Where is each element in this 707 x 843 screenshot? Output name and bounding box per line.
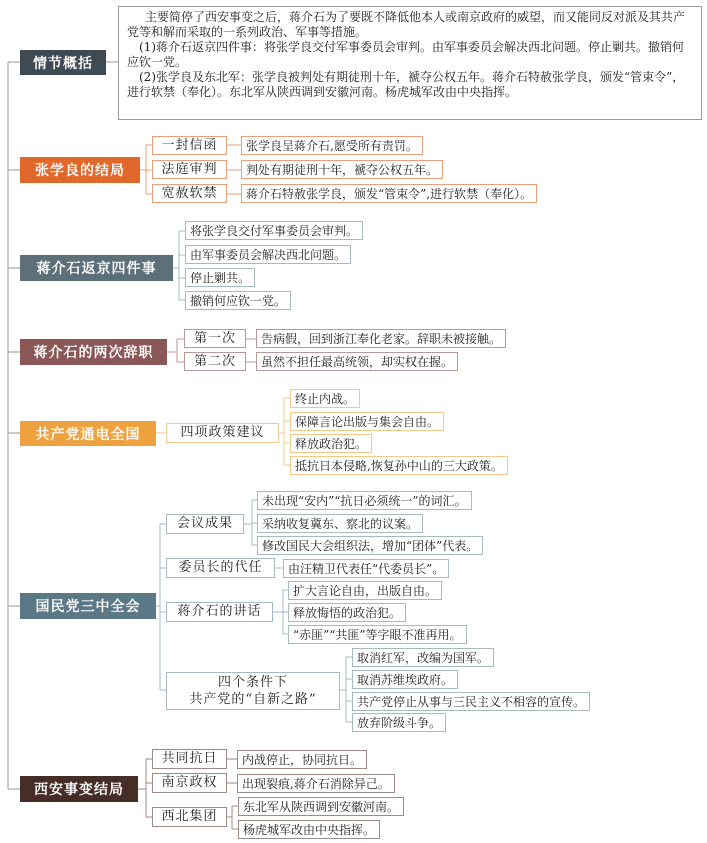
root-trunk [8,62,20,789]
kmt-results-item: 未出现“安内”“抗日必须统一”的词汇。 [257,491,472,510]
four-things-item: 停止剿共。 [185,268,255,287]
outcome-item: 东北军从陕西调到安徽河南。 [238,797,404,816]
ccp-policy-item: 释放政治犯。 [290,434,372,453]
zhang-label-letter[interactable]: 一封信函 [152,136,227,155]
zhang-text-letter: 张学良呈蒋介石,愿受所有责罚。 [241,136,423,155]
kmt-speech-item: 释放悔悟的政治犯。 [288,603,406,622]
kmt-acting-item: 由汪精卫代表任“代委员长”。 [283,559,449,578]
zhang-label-trial[interactable]: 法庭审判 [152,160,227,179]
kmt-conditions-label[interactable] [166,672,340,710]
section-kmt-node[interactable]: 国民党三中全会 [20,593,156,619]
summary-text-box [118,6,702,120]
kmt-conditions-item: 取消苏维埃政府。 [352,670,458,689]
outcome-item: 内战停止，协同抗日。 [237,750,367,769]
section-ccp-node[interactable]: 共产党通电全国 [20,421,156,446]
resign-text-first: 告病假，回到浙江奉化老家。辞职未被接触。 [256,329,506,348]
section-zhang-node[interactable]: 张学良的结局 [20,157,140,183]
summary-paragraph: (2)张学良及东北军：张学良被判处有期徒刑十年，褫夺公权五年。蒋介石特赦张学良，颁发“管束令”，进行软禁（奉化）。东北军从陕西调到安徽河南。杨虎城军改由中央指挥。 [127,70,685,99]
section-outcome-node[interactable]: 西安事变结局 [20,776,138,802]
summary-paragraph: (1)蒋介石返京四件事：将张学良交付军事委员会审判。由军事委员会解决西北问题。停止剿共。撤销何应钦一党。 [127,40,685,69]
resign-label-first[interactable]: 第一次 [184,329,246,348]
section-resign-node[interactable]: 蒋介石的两次辞职 [20,339,167,365]
section-summary-node[interactable]: 情节概括 [20,50,106,75]
kmt-results-item: 采纳收复冀东、察北的议案。 [257,514,423,533]
link-sec3 [173,231,185,300]
ccp-policy-item: 抵抗日本侵略,恢复孙中山的三大政策。 [290,456,508,475]
kmt-speech-label[interactable]: 蒋介石的讲话 [166,602,273,622]
outcome-label-nanjing[interactable]: 南京政权 [152,773,227,793]
kmt-results-item: 修改国民大会组织法，增加“团体”代表。 [257,536,483,555]
four-things-item: 撤销何应钦一党。 [185,291,291,310]
section-four-things-node[interactable]: 蒋介石返京四件事 [20,255,173,281]
summary-paragraph: 主要简停了西安事变之后，蒋介石为了要既不降低他本人或南京政府的威望，而又能同反对派及其共产党等和解而采取的一系列政治、军事等措施。 [127,10,686,39]
kmt-conditions-item: 共产党停止从事与三民主义不相容的宣传。 [352,692,590,711]
ccp-policy-label[interactable]: 四项政策建议 [166,423,279,443]
resign-text-second: 虽然不担任最高统领，却实权在握。 [256,352,458,371]
four-things-item: 由军事委员会解决西北问题。 [185,245,351,264]
kmt-conditions-label-line2: 共产党的“自新之路” [189,692,317,707]
kmt-conditions-item: 取消红军，改编为国军。 [352,648,494,667]
zhang-text-trial: 判处有期徒刑十年，褫夺公权五年。 [241,160,443,179]
zhang-label-pardon[interactable]: 宽赦软禁 [152,184,227,203]
outcome-label-northwest[interactable]: 西北集团 [152,807,227,827]
ccp-policy-item: 终止内战。 [290,389,360,408]
ccp-policy-item: 保障言论出版与集会自由。 [290,412,444,431]
four-things-item: 将张学良交付军事委员会审判。 [185,221,363,240]
kmt-speech-item: “赤匪”“共匪”等字眼不准再用。 [288,625,467,644]
kmt-conditions-label-line1: 四个条件下 [217,675,288,690]
kmt-acting-label[interactable]: 委员长的代任 [166,558,275,578]
resign-label-second[interactable]: 第二次 [184,352,246,371]
outcome-item: 出现裂痕,蒋介石消除异己。 [237,774,395,793]
kmt-speech-item: 扩大言论自由，出版自由。 [288,581,442,600]
zhang-text-pardon: 蒋介石特赦张学良，颁发“管束令”,进行软禁（奉化）。 [241,184,537,203]
kmt-conditions-item: 放弃阶级斗争。 [352,713,446,732]
outcome-label-anti-japan[interactable]: 共同抗日 [152,749,227,769]
kmt-results-label[interactable]: 会议成果 [166,514,244,534]
outcome-item: 杨虎城军改由中央指挥。 [238,820,380,839]
